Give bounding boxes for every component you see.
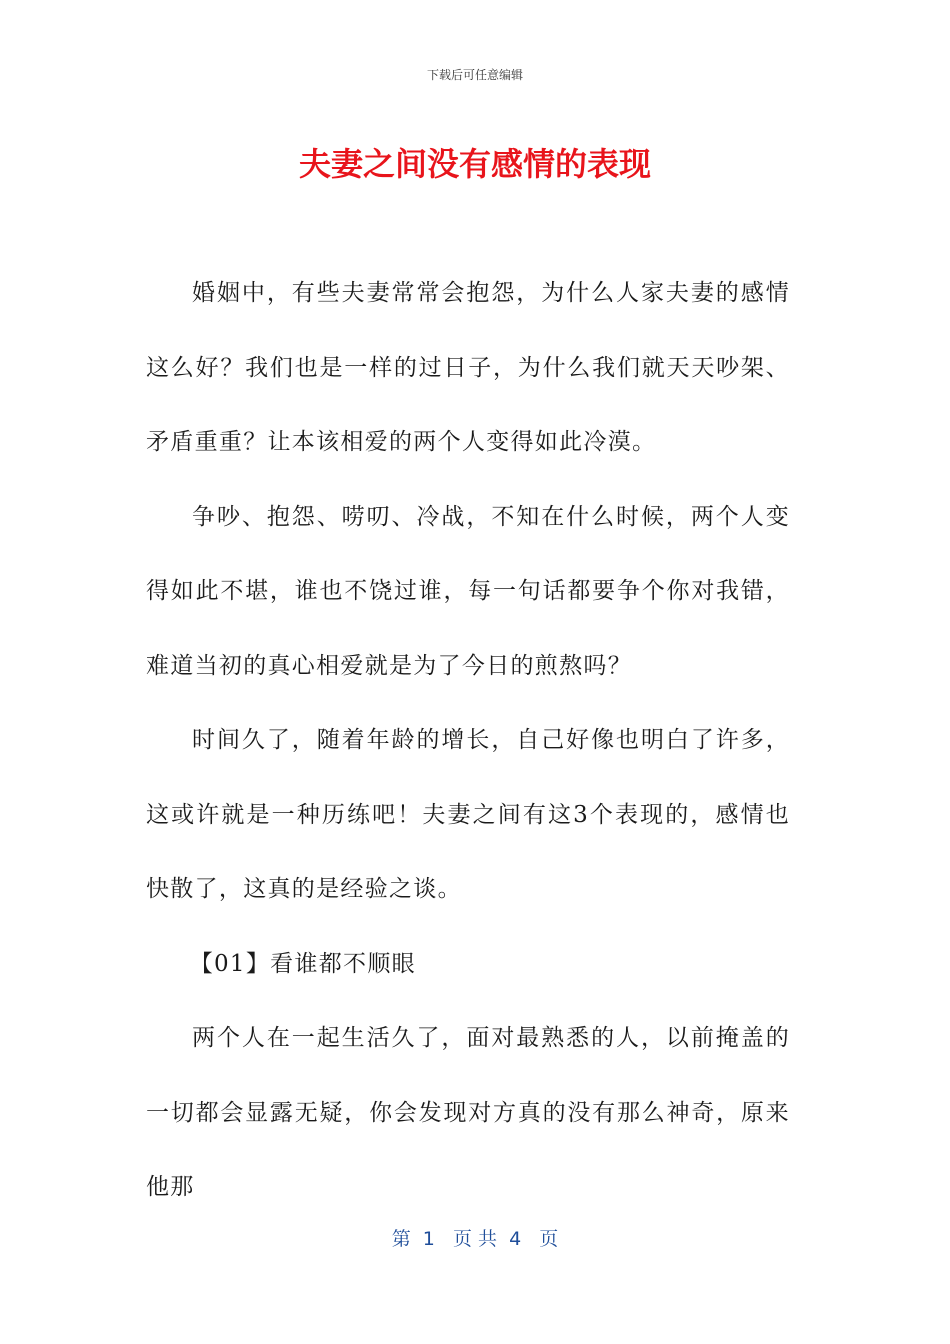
document-body [146, 256, 790, 1225]
document-title: 夫妻之间没有感情的表现 [298, 145, 651, 183]
page-number: 第 1 页 共 4 页 [391, 1228, 559, 1250]
section-heading: 【01】看谁都不顺眼 [189, 950, 416, 977]
paragraph: 争吵、抱怨、唠叨、冷战，不知在什么时候，两个人变得如此不堪，谁也不饶过谁，每一句话都要争个你对我错，难道当初的真心相爱就是为了今日的煎熬吗？ [146, 503, 790, 679]
paragraph: 婚姻中，有些夫妻常常会抱怨，为什么人家夫妻的感情这么好？我们也是一样的过日子，为什么我们就天天吵架、矛盾重重？让本该相爱的两个人变得如此冷漠。 [146, 280, 790, 455]
page-header-note: 下载后可任意编辑 [426, 68, 523, 82]
paragraph: 两个人在一起生活久了，面对最熟悉的人，以前掩盖的一切都会显露无疑，你会发现对方真的没有那么神奇，原来他那 [146, 1025, 790, 1200]
paragraph: 时间久了，随着年龄的增长，自己好像也明白了许多，这或许就是一种历练吧！夫妻之间有这3个表现的，感情也快散了，这真的是经验之谈。 [146, 727, 790, 902]
